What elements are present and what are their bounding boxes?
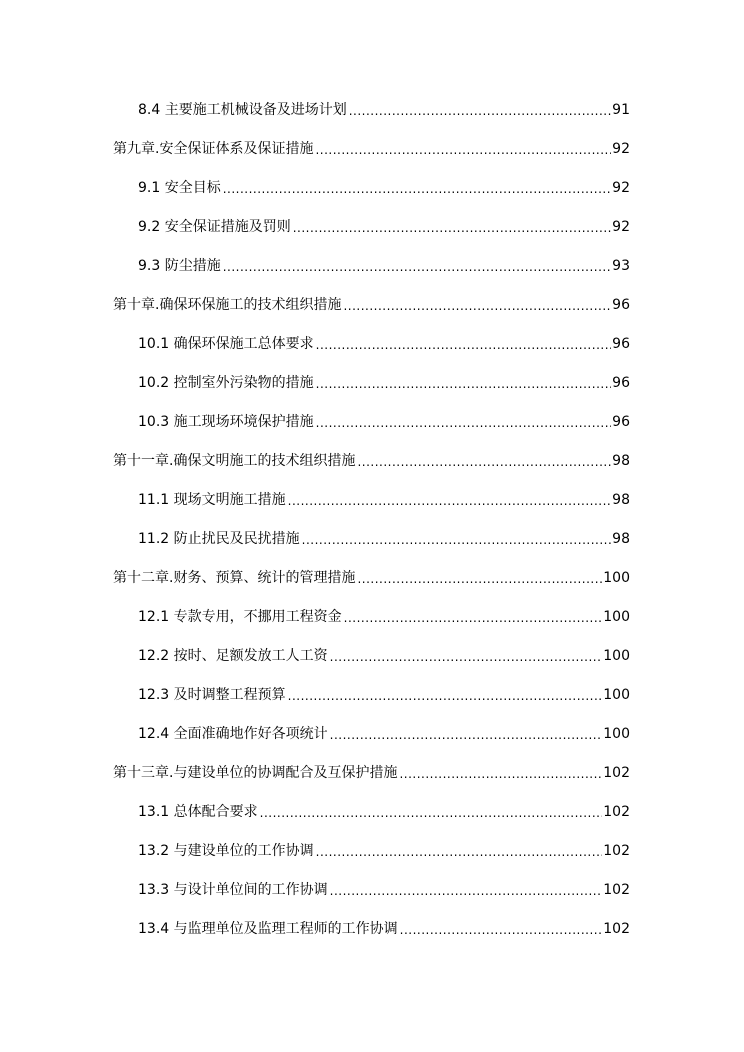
toc-entry-label: 13.4 与监理单位及监理工程师的工作协调 [138, 921, 398, 937]
toc-entry-label: 11.1 现场文明施工措施 [138, 492, 286, 508]
toc-entry-chapter-12[interactable] [113, 568, 630, 588]
toc-page-number: 92 [612, 180, 630, 196]
toc-entry-label: 9.3 防尘措施 [138, 258, 221, 274]
dot-leader [316, 338, 612, 352]
toc-entry-12-4[interactable] [138, 724, 630, 744]
dot-leader [330, 650, 603, 664]
toc-entry-label: 第十章.确保环保施工的技术组织措施 [113, 297, 342, 313]
toc-entry-chapter-13[interactable] [113, 763, 630, 783]
toc-entry-chapter-9[interactable] [113, 139, 630, 159]
toc-entry-12-2[interactable] [138, 646, 630, 666]
toc-entry-10-3[interactable] [138, 412, 630, 432]
dot-leader [260, 806, 603, 820]
toc-page-number: 100 [603, 726, 630, 742]
toc-entry-label: 13.2 与建设单位的工作协调 [138, 843, 314, 859]
toc-entry-label: 11.2 防止扰民及民扰措施 [138, 531, 300, 547]
toc-entry-label: 第九章.安全保证体系及保证措施 [113, 141, 314, 157]
toc-page-number: 93 [612, 258, 630, 274]
toc-page-number: 91 [612, 102, 630, 118]
toc-entry-9-2[interactable] [138, 217, 630, 237]
dot-leader [293, 221, 611, 235]
toc-entry-label: 10.1 确保环保施工总体要求 [138, 336, 314, 352]
dot-leader [349, 104, 611, 118]
dot-leader [316, 377, 612, 391]
toc-page-number: 102 [603, 843, 630, 859]
dot-leader [344, 611, 603, 625]
toc-page-number: 98 [612, 492, 630, 508]
toc-entry-chapter-11[interactable] [113, 451, 630, 471]
toc-entry-12-1[interactable] [138, 607, 630, 627]
toc-entry-13-3[interactable] [138, 880, 630, 900]
toc-page-number: 92 [612, 141, 630, 157]
toc-page-number: 100 [603, 570, 630, 586]
toc-entry-chapter-10[interactable] [113, 295, 630, 315]
toc-entry-11-1[interactable] [138, 490, 630, 510]
toc-page-number: 96 [612, 297, 630, 313]
toc-page-number: 96 [612, 336, 630, 352]
dot-leader [357, 455, 611, 469]
toc-entry-label: 8.4 主要施工机械设备及进场计划 [138, 102, 347, 118]
toc-entry-label: 13.1 总体配合要求 [138, 804, 258, 820]
toc-entry-label: 12.3 及时调整工程预算 [138, 687, 286, 703]
toc-entry-label: 13.3 与设计单位间的工作协调 [138, 882, 328, 898]
dot-leader [400, 923, 603, 937]
dot-leader [330, 728, 603, 742]
dot-leader [399, 767, 602, 781]
toc-entry-label: 12.1 专款专用，不挪用工程资金 [138, 609, 342, 625]
dot-leader [288, 494, 612, 508]
dot-leader [315, 143, 611, 157]
toc-entry-label: 第十二章.财务、预算、统计的管理措施 [113, 570, 356, 586]
toc-page-number: 102 [603, 882, 630, 898]
toc-entry-label: 12.2 按时、足额发放工人工资 [138, 648, 328, 664]
toc-page-number: 100 [603, 648, 630, 664]
toc-entry-10-1[interactable] [138, 334, 630, 354]
toc-entry-8-4[interactable] [138, 100, 630, 120]
toc-entry-13-1[interactable] [138, 802, 630, 822]
toc-page-number: 96 [612, 375, 630, 391]
toc-entry-label: 10.2 控制室外污染物的措施 [138, 375, 314, 391]
toc-page-number: 102 [603, 921, 630, 937]
dot-leader [330, 884, 603, 898]
toc-entry-label: 12.4 全面准确地作好各项统计 [138, 726, 328, 742]
dot-leader [316, 416, 612, 430]
dot-leader [223, 182, 611, 196]
toc-page-number: 92 [612, 219, 630, 235]
toc-page-number: 96 [612, 414, 630, 430]
toc-entry-label: 第十一章.确保文明施工的技术组织措施 [113, 453, 356, 469]
dot-leader [343, 299, 611, 313]
toc-page-number: 98 [612, 453, 630, 469]
toc-entry-9-1[interactable] [138, 178, 630, 198]
toc-entry-label: 9.2 安全保证措施及罚则 [138, 219, 291, 235]
toc-entry-11-2[interactable] [138, 529, 630, 549]
dot-leader [223, 260, 611, 274]
toc-page-number: 102 [603, 765, 630, 781]
toc-entry-label: 10.3 施工现场环境保护措施 [138, 414, 314, 430]
toc-entry-9-3[interactable] [138, 256, 630, 276]
toc-entry-12-3[interactable] [138, 685, 630, 705]
toc-entry-label: 第十三章.与建设单位的协调配合及互保护措施 [113, 765, 398, 781]
toc-entry-label: 9.1 安全目标 [138, 180, 221, 196]
dot-leader [288, 689, 603, 703]
toc-page-number: 98 [612, 531, 630, 547]
dot-leader [316, 845, 603, 859]
toc-entry-10-2[interactable] [138, 373, 630, 393]
toc-page-number: 100 [603, 609, 630, 625]
toc-entry-13-4[interactable] [138, 919, 630, 939]
dot-leader [302, 533, 612, 547]
toc-page-number: 100 [603, 687, 630, 703]
toc-entry-13-2[interactable] [138, 841, 630, 861]
toc-page-number: 102 [603, 804, 630, 820]
dot-leader [357, 572, 602, 586]
